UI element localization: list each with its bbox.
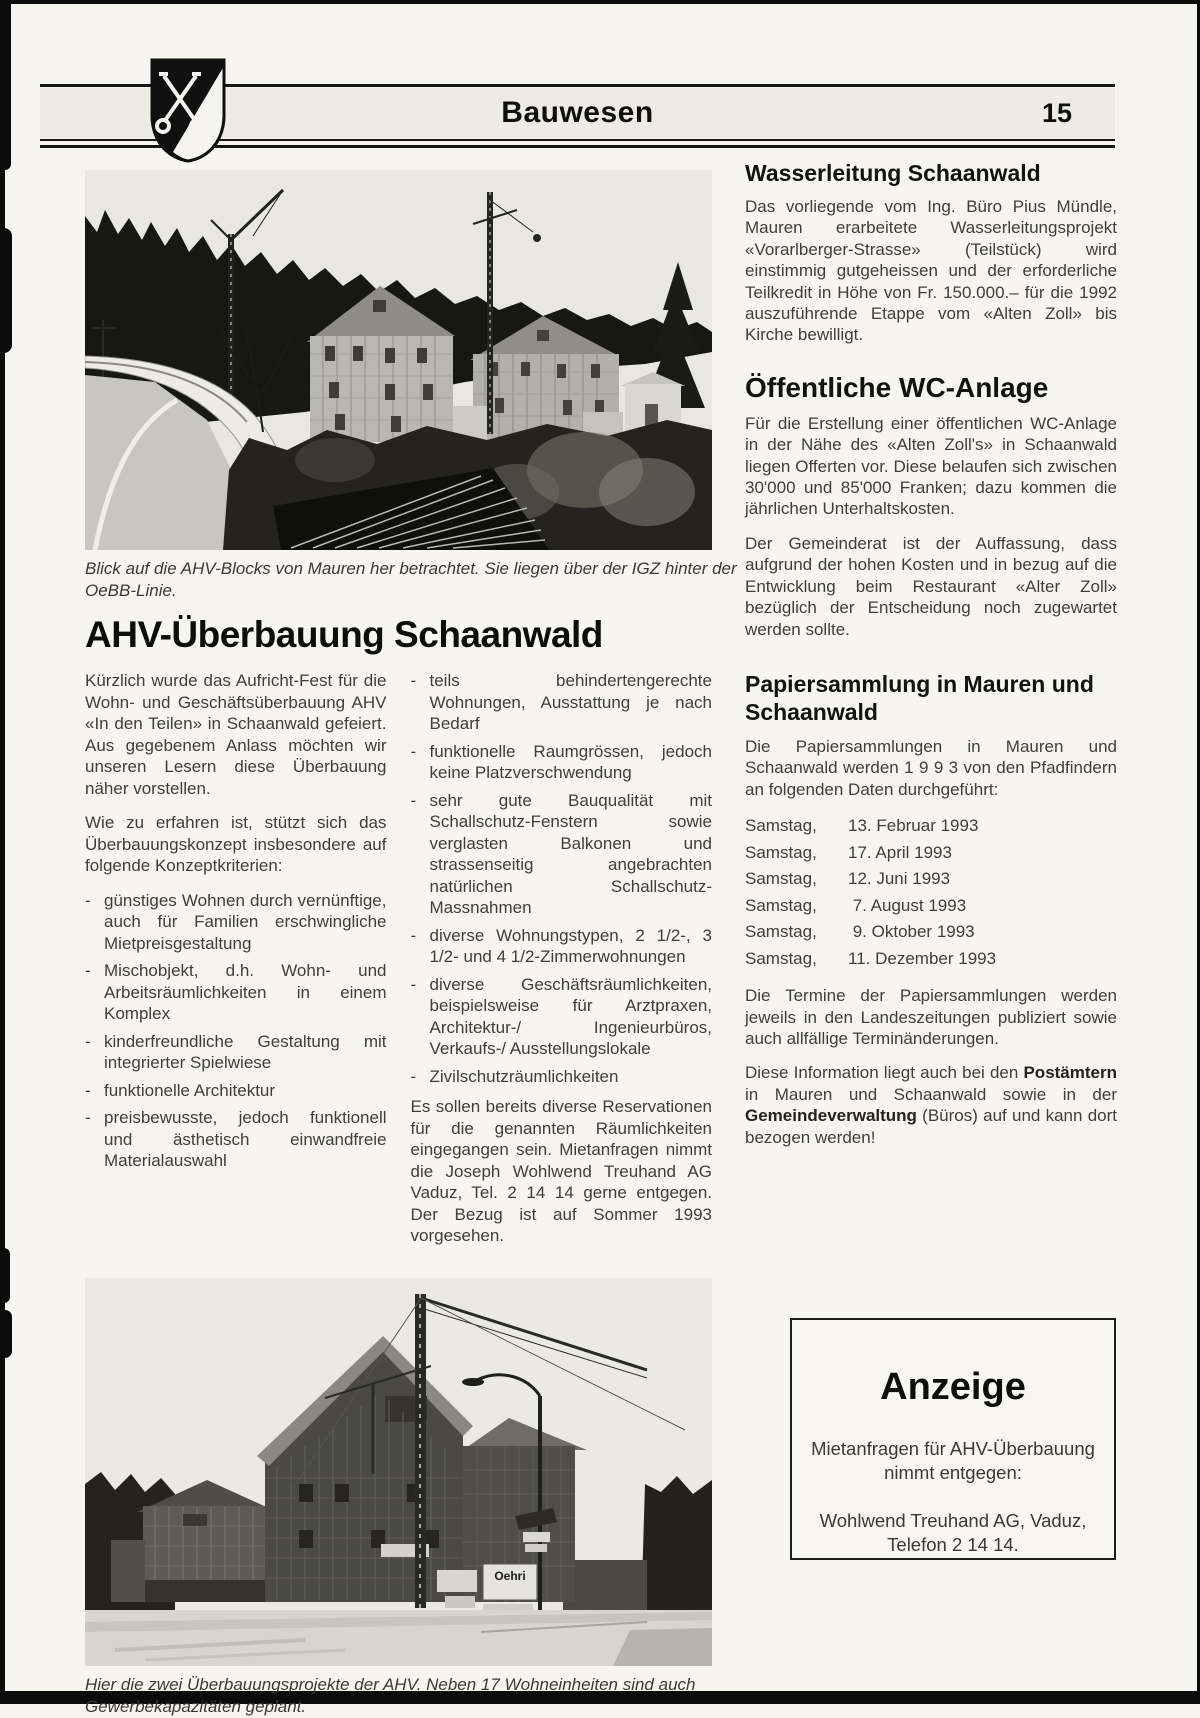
scan-edge-top xyxy=(0,0,1200,4)
bottom-photo-construction-street xyxy=(85,1278,712,1666)
scan-edge-left-blob-1 xyxy=(0,0,11,170)
collection-date-row: Samstag, 13. Februar 1993 xyxy=(745,816,979,836)
bullet-dash: - xyxy=(85,961,91,980)
scan-edge-left-blob-4 xyxy=(0,1310,12,1358)
papier-intro: Die Papiersammlungen in Mauren und Schaanwald werden 1 9 9 3 von den Pfadfindern an folgenden Daten durchgeführt: xyxy=(745,736,1117,799)
top-photo-caption: Blick auf die AHV-Blocks von Mauren her betrachtet. Sie liegen über der IGZ hinter der OeBB-Linie. xyxy=(85,559,737,600)
anzeige-contact xyxy=(802,1509,1104,1557)
collection-date-row: Samstag, 7. August 1993 xyxy=(745,895,967,915)
wc-paragraph-1: Für die Erstellung einer öffentlichen WC-Anlage in der Nähe des «Alten Zoll's» in Schaanwald liegen Offerten vor. Diese belaufen sich zwischen 30'000 und 85'000 Franken; dazu kommen die jährlichen Unterhaltskosten. xyxy=(745,413,1117,519)
bullet-dash: - xyxy=(410,671,417,690)
criteria-item: - Zivilschutzräumlichkeiten xyxy=(410,1066,619,1086)
page-number: 15 xyxy=(1042,98,1073,128)
top-photo-construction-site xyxy=(85,170,712,550)
heading-wc-anlage: Öffentliche WC-Anlage xyxy=(745,371,1049,403)
right-trees xyxy=(641,1476,712,1618)
criteria-item: - diverse Geschäftsräumlichkeiten, beispielsweise für Arztpraxen, Architektur-/ Ingenieurbüros, Verkaufs-/ Ausstellungslokale xyxy=(410,974,712,1058)
photo-sign-label: Oehri xyxy=(494,1568,526,1583)
collection-dates-list xyxy=(745,813,1117,972)
bullet-dash: - xyxy=(410,790,417,810)
anzeige-contact-line2: Telefon 2 14 14. xyxy=(887,1534,1019,1555)
papier-info: Diese Information liegt auch bei den Postämtern in Mauren und Schaanwald sowie in der Gemeindeverwaltung (Büros) auf und kann dort bezogen werden! xyxy=(745,1063,1117,1147)
article-headline: AHV-Überbauung Schaanwald xyxy=(85,614,603,655)
article-column-right xyxy=(411,670,713,1260)
bullet-dash: - xyxy=(410,1066,417,1086)
bottom-photo-caption: Hier die zwei Überbauungsprojekte der AHV. Neben 17 Wohneinheiten sind auch Gewerbekapazitäten geplant. xyxy=(85,1674,696,1716)
criteria-item: - günstiges Wohnen durch vernünftige, auch für Familien erschwingliche Mietpreisgestaltung xyxy=(85,890,387,953)
bullet-dash: - xyxy=(85,1080,91,1100)
collection-date-row: Samstag, 17. April 1993 xyxy=(745,842,952,862)
wc-paragraph-2: Der Gemeinderat ist der Auffassung, dass aufgrund der hohen Kosten und in bezug auf die Entwicklung beim Restaurant «Alter Zoll» bezüglich der Entscheidung noch zugewartet werden sollte. xyxy=(745,533,1117,639)
criteria-item: - Mischobjekt, d.h. Wohn- und Arbeitsräumlichkeiten in einem Komplex xyxy=(85,961,387,1023)
anzeige-subtext: Mietanfragen für AHV-Überbauung nimmt entgegen: xyxy=(811,1438,1095,1483)
background-treeline xyxy=(563,1560,647,1610)
anzeige-title: Anzeige xyxy=(880,1366,1026,1408)
municipal-crest-crossed-keys-icon xyxy=(148,56,228,164)
criteria-item: - funktionelle Raumgrössen, jedoch keine Platzverschwendung xyxy=(410,741,712,782)
criteria-item: - kinderfreundliche Gestaltung mit integrierter Spielwiese xyxy=(85,1031,387,1072)
bullet-dash: - xyxy=(410,741,417,761)
criteria-item: - preisbewusste, jedoch funktionell und ästhetisch einwandfreie Materialauswahl xyxy=(85,1108,387,1170)
criteria-item: - sehr gute Bauqualität mit Schallschutz-Fenstern sowie verglasten Balkonen und strassenseitig angebrachten natürlichen Schallschutz-Massnahmen xyxy=(410,790,712,917)
main-article-area xyxy=(85,170,737,1718)
bullet-dash: - xyxy=(85,890,91,910)
scan-edge-left-blob-3 xyxy=(0,1248,10,1303)
anzeige-contact-line1: Wohlwend Treuhand AG, Vaduz, xyxy=(819,1510,1087,1531)
section-title: Bauwesen xyxy=(501,96,654,129)
article-closing-paragraph: Es sollen bereits diverse Reservationen für die genannten Räumlichkeiten eingegangen sein. Mietanfragen nimmt die Joseph Wohlwend Treuhand AG Vaduz, Tel. 2 14 14 gerne entgegen. Der Bezug ist auf Sommer 1993 vorgesehen. xyxy=(410,1097,712,1245)
criteria-item: - teils behindertengerechte Wohnungen, Ausstattung je nach Bedarf xyxy=(410,671,712,733)
bullet-dash: - xyxy=(410,925,417,945)
bold-postaemter: Postämtern xyxy=(1023,1063,1117,1083)
papier-note: Die Termine der Papiersammlungen werden jeweils in den Landeszeitungen publiziert sowie auch allfällige Terminänderungen. xyxy=(745,986,1117,1048)
bold-gemeindeverwaltung: Gemeindeverwaltung xyxy=(745,1106,917,1126)
collection-date-row: Samstag, 11. Dezember 1993 xyxy=(745,948,997,968)
collection-date-row: Samstag, 9. Oktober 1993 xyxy=(745,922,975,942)
article-paragraph: Wie zu erfahren ist, stützt sich das Überbauungskonzept insbesondere auf folgende Konzeptkriterien: xyxy=(85,813,387,875)
scan-edge-left-blob-2 xyxy=(0,228,12,353)
criteria-item: - funktionelle Architektur xyxy=(85,1080,276,1100)
collection-date-row: Samstag, 12. Juni 1993 xyxy=(745,869,951,889)
wasserleitung-body: Das vorliegende vom Ing. Büro Pius Mündle, Mauren erarbeitete Wasserleitungsprojekt «Vorarlberger-Strasse» (Teilstück) wird einstimmig gutgeheissen und der erforderliche Teilkredit in Höhe von Fr. 150.000.– für die 1992 auszuführende Etappe vom «Alten Zoll» bis Kirche bewilligt. xyxy=(745,197,1117,345)
bullet-dash: - xyxy=(85,1108,91,1127)
right-news-column xyxy=(745,160,1117,1161)
heading-papiersammlung: Papiersammlung in Mauren und Schaanwald xyxy=(745,670,1094,725)
article-column-left xyxy=(85,670,387,1260)
article-columns xyxy=(85,670,712,1260)
bullet-dash: - xyxy=(85,1031,91,1051)
criteria-item: - diverse Wohnungstypen, 2 1/2-, 3 1/2- und 4 1/2-Zimmerwohnungen xyxy=(410,925,712,966)
article-paragraph: Kürzlich wurde das Aufricht-Fest für die Wohn- und Geschäftsüberbauung AHV «In den Teilen» in Schaanwald gefeiert. Aus gegebenem Anlass möchten wir unseren Lesern diese Überbauung näher vorstellen. xyxy=(85,671,387,798)
road-foreground xyxy=(85,1610,712,1666)
bullet-dash: - xyxy=(410,974,417,994)
heading-wasserleitung: Wasserleitung Schaanwald xyxy=(745,160,1041,186)
anzeige-box xyxy=(790,1318,1116,1560)
